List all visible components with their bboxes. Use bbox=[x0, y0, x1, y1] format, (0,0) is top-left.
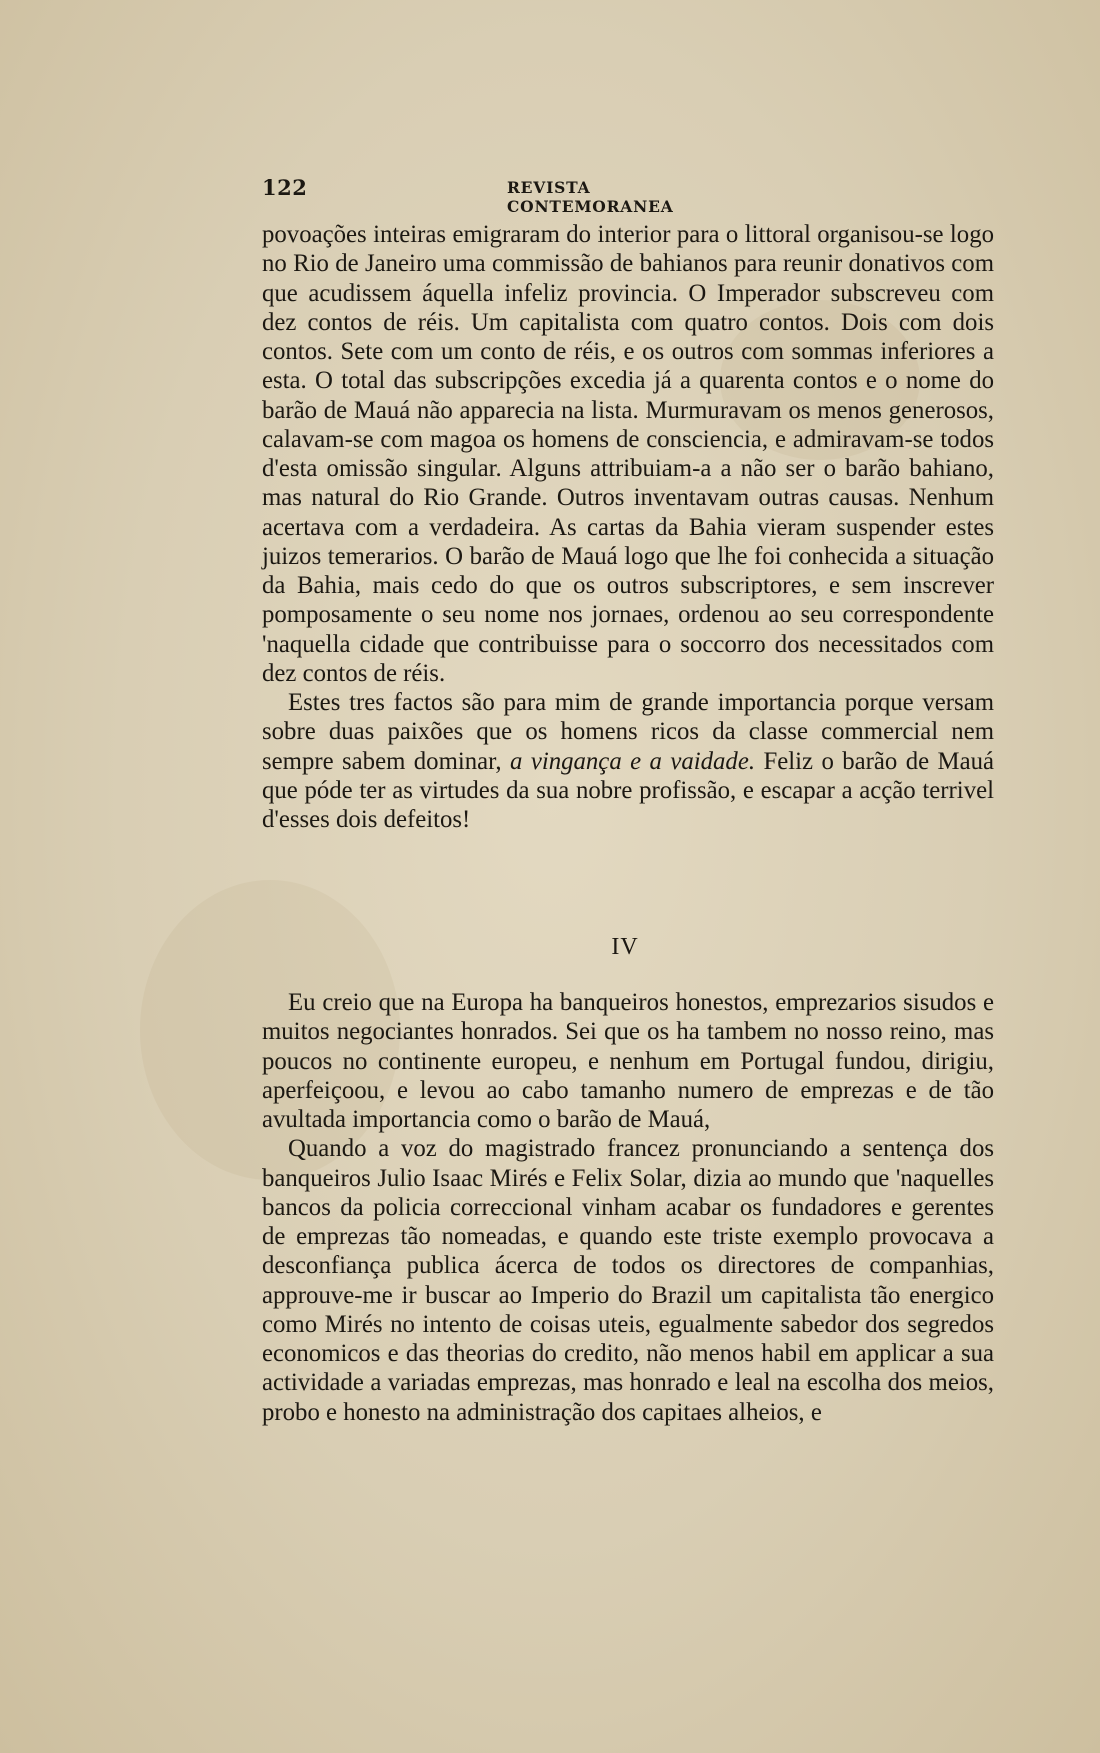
page-number: 122 bbox=[262, 175, 308, 200]
paragraph-1: povoações inteiras emigraram do interior para o littoral organisou-se logo no Rio de Janeiro uma commissão de bahianos para reunir donativos com que acudissem áquella infeliz provincia. O Imperador subscreveu com dez contos de réis. Um capitalista com quatro contos. Dois com dois contos. Sete com um conto de réis, e os outros com sommas inferiores a esta. O total das subscripções excedia já a quarenta contos e o nome do barão de Mauá não apparecia na lista. Murmuravam os menos generosos, calavam-se com magoa os homens de consciencia, e admiravam-se todos d'esta omissão singular. Alguns attribuiam-a a não ser o barão bahiano, mas natural do Rio Grande. Outros inventavam outras causas. Nenhum acertava com a verdadeira. As cartas da Bahia vieram suspender estes juizos temerarios. O barão de Mauá logo que lhe foi conhecida a situação da Bahia, mais cedo do que os outros subscriptores, e sem inscrever pomposamente o seu nome nos jornaes, ordenou ao seu correspondente 'naquella cidade que contribuisse para o soccorro dos necessitados com dez contos de réis. bbox=[262, 221, 994, 687]
section-heading: IV bbox=[611, 934, 639, 960]
paragraph-4: Quando a voz do magistrado francez pronunciando a sentença dos banqueiros Julio Isaac Mirés e Felix Solar, dizia ao mundo que 'naquelles bancos da policia correccional vinham acabar os fundadores e gerentes de emprezas tão nomeadas, e quando este triste exemplo provocava a desconfiança publica ácerca de todos os directores de companhias, approuve-me ir buscar ao Imperio do Brazil um capitalista tão energico como Mirés no intento de coisas uteis, egualmente sabedor dos segredos economicos e das theorias do credito, não menos habil em applicar a sua actividade a variadas emprezas, mas honrado e leal na escolha dos meios, probo e honesto na administração dos capitaes alheios, e bbox=[262, 1135, 994, 1426]
paragraph-2-emphasis: a vingança e a vaidade. bbox=[510, 747, 756, 775]
paragraph-2-text-after: Feliz o barão de Mauá que póde ter as virtudes da sua nobre profissão, e escapar a acção terrivel d'esses dois defeitos! bbox=[262, 747, 994, 833]
running-head bbox=[262, 175, 750, 216]
text-block-top bbox=[262, 220, 994, 834]
paragraph-2 bbox=[262, 688, 994, 834]
paragraph-3: Eu creio que na Europa ha banqueiros honestos, emprezarios sisudos e muitos negociantes honrados. Sei que os ha tambem no nosso reino, mas poucos no continente europeu, e nenhum em Portugal fundou, dirigiu, aperfeiçoou, e levou ao cabo tamanho numero de emprezas e de tão avultada importancia como o barão de Mauá, bbox=[262, 989, 994, 1133]
text-block-bottom bbox=[262, 988, 994, 1427]
journal-title: REVISTA CONTEMORANEA bbox=[507, 178, 674, 216]
paragraph-2-text-before: Estes tres factos são para mim de grande importancia porque versam sobre duas paixões que os homens ricos da classe commercial nem sempre sabem dominar, bbox=[262, 689, 994, 775]
